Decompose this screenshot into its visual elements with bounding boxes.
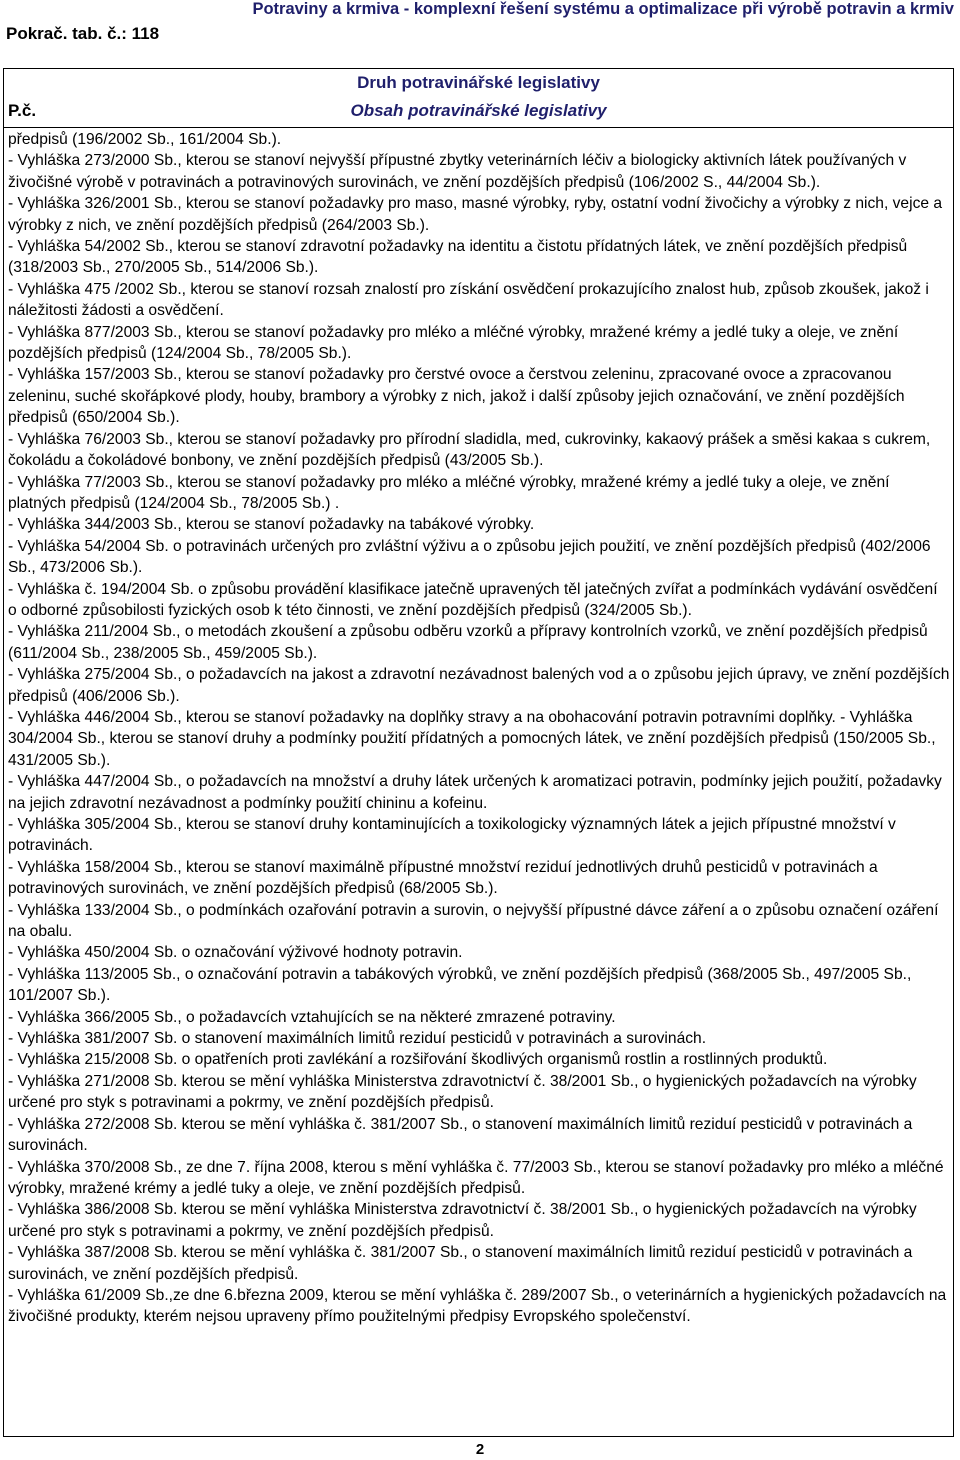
- legislation-entry: - Vyhláška 54/2002 Sb., kterou se stanoví zdravotní požadavky na identitu a čistotu přídatných látek, ve znění pozdějších předpisů (318/2003 Sb., 270/2005 Sb., 514/2006 Sb.).: [8, 238, 908, 277]
- legislation-entry: - Vyhláška 877/2003 Sb., kterou se stanoví požadavky pro mléko a mléčné výrobky, mražené krémy a jedlé tuky a oleje, ve znění pozdějších předpisů (124/2004 Sb., 78/2005 Sb.).: [8, 323, 899, 363]
- column-header-content: Obsah potravinářské legislativy: [350, 101, 607, 120]
- table-header: [4, 69, 953, 128]
- legislation-entry: - Vyhláška 387/2008 Sb. kterou se mění vyhláška č. 381/2007 Sb., o stanovení maximálních limitů reziduí pesticidů v potravinách a surovinách, ve znění pozdějších předpisů.: [8, 1244, 913, 1283]
- legislation-entry: - Vyhláška 211/2004 Sb., o metodách zkoušení a způsobu odběru vzorků a přípravy kontrolních vzorků, ve znění pozdějších předpisů (611/2004 Sb., 238/2005 Sb., 459/2005 Sb.).: [8, 623, 928, 662]
- legislation-entry: - Vyhláška 386/2008 Sb. kterou se mění vyhláška Ministerstva zdravotnictví č. 38/2001 Sb., o hygienických požadavcích na výrobky určené pro styk s potravinami a pokrmy, ve znění pozdějších předpisů.: [8, 1201, 917, 1240]
- legislation-entry: - Vyhláška 275/2004 Sb., o požadavcích na jakost a zdravotní nezávadnost balených vod a o způsobu jejich úpravy, ve znění pozdějších předpisů (406/2006 Sb.).: [8, 666, 950, 705]
- legislation-entry: - Vyhláška 450/2004 Sb. o označování výživové hodnoty potravin.: [8, 944, 463, 962]
- legislation-entry: - Vyhláška 157/2003 Sb., kterou se stanoví požadavky pro čerstvé ovoce a čerstvou zeleninu, zpracované ovoce a zpracovanou zeleninu, suché skořápkové plody, houby, brambory a výrobky z nich, jakož i další způsoby jejich označování, ve znění pozdějších předpisů (650/2004 Sb.).: [8, 366, 905, 427]
- legislation-entry: - Vyhláška 326/2001 Sb., kterou se stanoví požadavky pro maso, masné výrobky, ryby, ostatní vodní živočichy a výrobky z nich, vejce a výrobky z nich, ve znění pozdějších předpisů (264/2003 Sb.).: [8, 195, 943, 234]
- legislation-entry: - Vyhláška 77/2003 Sb., kterou se stanoví požadavky pro mléko a mléčné výrobky, mražené krémy a jedlé tuky a oleje, ve znění platných předpisů (124/2004 Sb., 78/2005 Sb.) .: [8, 473, 890, 512]
- legislation-entry: - Vyhláška 113/2005 Sb., o označování potravin a tabákových výrobků, ve znění pozdějších předpisů (368/2005 Sb., 497/2005 Sb., 101/2007 Sb.).: [8, 965, 912, 1005]
- legislation-entry: - Vyhláška 215/2008 Sb. o opatřeních proti zavlékání a rozšiřování škodlivých organismů rostlin a rostlinných produktů.: [8, 1051, 828, 1069]
- legislation-table: [3, 68, 954, 1437]
- page-number: 2: [475, 1441, 485, 1458]
- legislation-entry: - Vyhláška 273/2000 Sb., kterou se stanoví nejvyšší přípustné zbytky veterinárních léčiv a biologicky aktivních látek používaných v živočišné výrobě v potravinách a potravinových surovinách, ve znění pozdějších předpisů (106/2002 S., 44/2004 Sb.).: [8, 152, 907, 191]
- legislation-entry: - Vyhláška 475 /2002 Sb., kterou se stanoví rozsah znalostí pro získání osvědčení prokazujícího znalost hub, způsob zkoušek, jakož i náležitosti žádosti a osvědčení.: [8, 280, 929, 320]
- legislation-entry: - Vyhláška 446/2004 Sb., kterou se stanoví požadavky na doplňky stravy a na obohacování potravin potravními doplňky. - Vyhláška 304/2004 Sb., kterou se stanoví druhy a podmínky použití přídatných a pomocných látek, ve znění pozdějších předpisů (150/2005 Sb., 431/2005 Sb.).: [8, 708, 936, 769]
- legislation-entry: - Vyhláška č. 194/2004 Sb. o způsobu provádění klasifikace jatečně upravených těl jatečných zvířat a podmínkách vydávání osvědčení o odborné způsobilosti fyzických osob k této činnosti, ve znění pozdějších předpisů (324/2005 Sb.).: [8, 580, 938, 619]
- legislation-entry: - Vyhláška 370/2008 Sb., ze dne 7. října 2008, kterou s mění vyhláška č. 77/2003 Sb., kterou se stanoví požadavky pro mléko a mléčné výrobky, mražené krémy a jedlé tuky a oleje, ve znění pozdějších předpisů.: [8, 1158, 944, 1197]
- legislation-list: [8, 129, 950, 1328]
- column-header-pc: P.č.: [8, 101, 37, 120]
- section-title: Druh potravinářské legislativy: [357, 73, 600, 92]
- legislation-entry: - Vyhláška 61/2009 Sb.,ze dne 6.března 2009, kterou se mění vyhláška č. 289/2007 Sb., o veterinárních a hygienických požadavcích na živočišné produkty, kterém nejsou upraveny přímo použitelnými předpisy Evropského společenství.: [8, 1286, 947, 1326]
- legislation-entry: předpisů (196/2002 Sb., 161/2004 Sb.).: [8, 131, 282, 148]
- legislation-entry: - Vyhláška 447/2004 Sb., o požadavcích na množství a druhy látek určených k aromatizaci potravin, podmínky jejich použití, požadavky na jejich zdravotní nezávadnost a podmínky použití chininu a kofeinu.: [8, 773, 942, 812]
- legislation-entry: - Vyhláška 366/2005 Sb., o požadavcích vztahujících se na některé zmrazené potraviny.: [8, 1008, 616, 1026]
- legislation-entry: - Vyhláška 158/2004 Sb., kterou se stanoví maximálně přípustné množství reziduí jednotlivých druhů pesticidů v potravinách a potravinových surovinách, ve znění pozdějších předpisů (68/2005 Sb.).: [8, 858, 878, 898]
- legislation-entry: - Vyhláška 133/2004 Sb., o podmínkách ozařování potravin a surovin, o nejvyšší přípustné dávce záření a o způsobu označení ozáření na obalu.: [8, 901, 939, 941]
- legislation-entry: - Vyhláška 344/2003 Sb., kterou se stanoví požadavky na tabákové výrobky.: [8, 516, 535, 534]
- legislation-entry: - Vyhláška 272/2008 Sb. kterou se mění vyhláška č. 381/2007 Sb., o stanovení maximálních limitů reziduí pesticidů v potravinách a surovinách.: [8, 1115, 913, 1155]
- continuation-label: Pokrač. tab. č.: 118: [6, 24, 160, 43]
- legislation-entry: - Vyhláška 305/2004 Sb., kterou se stanoví druhy kontaminujících a toxikologicky významných látek a jejich přípustné množství v potravinách.: [8, 816, 896, 855]
- legislation-entry: - Vyhláška 381/2007 Sb. o stanovení maximálních limitů reziduí pesticidů v potravinách a surovinách.: [8, 1030, 707, 1048]
- legislation-entry: - Vyhláška 271/2008 Sb. kterou se mění vyhláška Ministerstva zdravotnictví č. 38/2001 Sb., o hygienických požadavcích na výrobky určené pro styk s potravinami a pokrmy, ve znění pozdějších předpisů.: [8, 1072, 917, 1112]
- book-title: Potraviny a krmiva - komplexní řešení systému a optimalizace při výrobě potravin a krmiv: [252, 0, 954, 18]
- legislation-entry: - Vyhláška 76/2003 Sb., kterou se stanoví požadavky pro přírodní sladidla, med, cukrovinky, kakaový prášek a směsi kakaa s cukrem, čokoládu a čokoládové bonbony, ve znění pozdějších předpisů (43/2005 Sb.).: [8, 430, 931, 470]
- legislation-entry: - Vyhláška 54/2004 Sb. o potravinách určených pro zvláštní výživu a o způsobu jejich použití, ve znění pozdějších předpisů (402/2006 Sb., 473/2006 Sb.).: [8, 537, 931, 577]
